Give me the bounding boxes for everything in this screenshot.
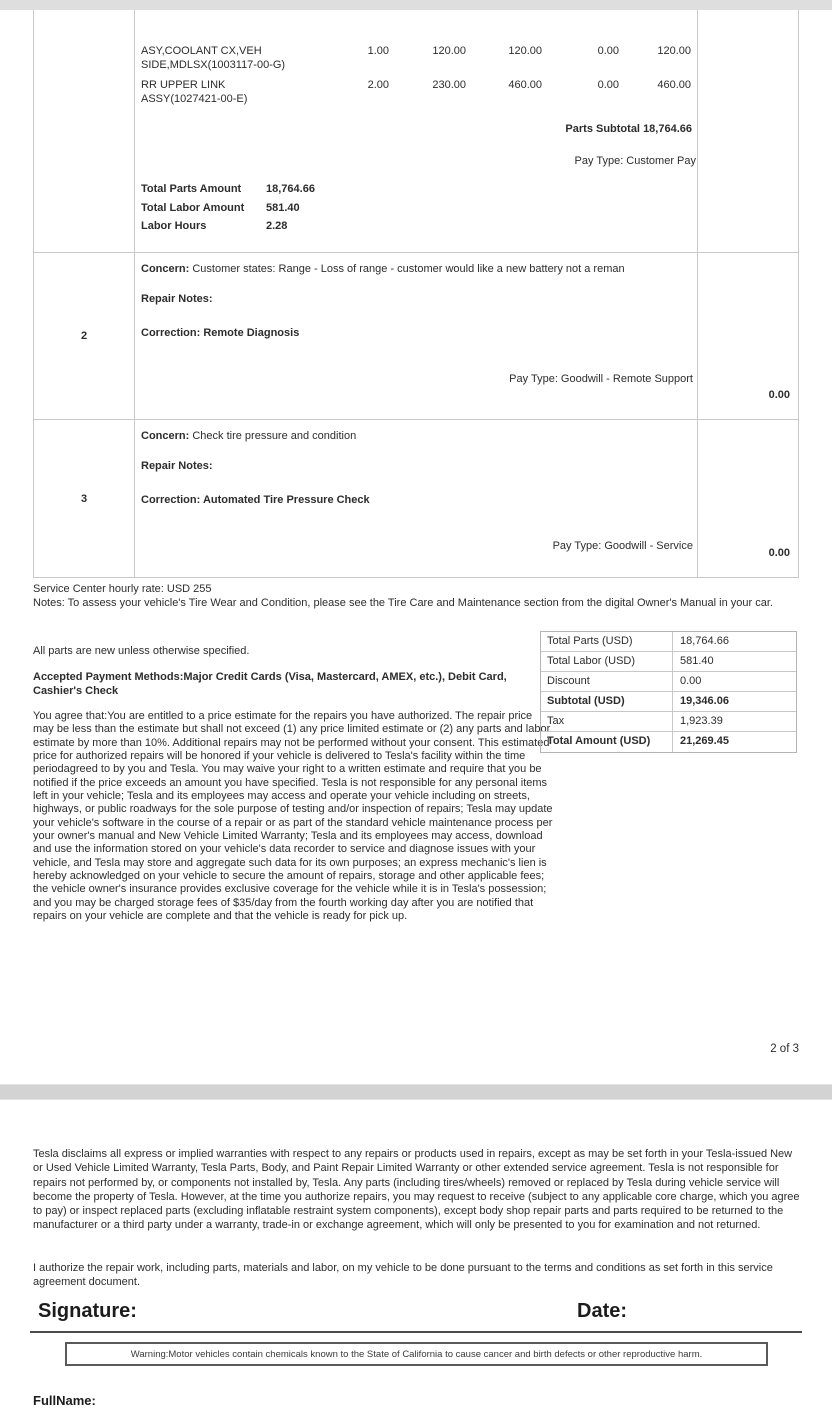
- concern-row-number: 3: [33, 420, 135, 577]
- part-desc-line2: SIDE,MDLSX(1003117-00-G): [141, 59, 286, 71]
- summary-label: Total Labor Amount: [141, 201, 245, 214]
- summary-label: Total Parts Amount: [141, 183, 242, 195]
- totals-row-subtotal: [541, 692, 796, 712]
- correction-line: [141, 494, 689, 507]
- correction-label: Correction:: [141, 327, 201, 339]
- parts-row-number-cell: [33, 10, 135, 252]
- totals-value: 0.00: [680, 675, 702, 687]
- authorization-statement: I authorize the repair work, including parts, materials and labor, on my vehicle to be done pursuant to the terms and conditions as set forth in this service agreement document.: [33, 1262, 773, 1289]
- totals-row-labor: [541, 652, 796, 672]
- part-qty: 2.00: [367, 79, 389, 91]
- part-qty: 1.00: [367, 45, 389, 57]
- totals-value: 19,346.06: [680, 695, 729, 707]
- totals-row-discount: [541, 672, 796, 692]
- concern-line: [141, 263, 689, 276]
- parts-grid: [135, 10, 697, 106]
- part-extended: 120.00: [508, 45, 542, 57]
- totals-label: Total Labor (USD): [541, 652, 673, 671]
- hourly-rate-note: Service Center hourly rate: USD 255: [33, 583, 212, 595]
- totals-label: Total Amount (USD): [541, 732, 673, 752]
- totals-value: 18,764.66: [680, 635, 729, 647]
- totals-label: Discount: [541, 672, 673, 691]
- part-desc-line1: RR UPPER LINK: [141, 79, 226, 91]
- row-amount: 0.00: [768, 547, 790, 559]
- agreement-terms: You agree that:You are entitled to a price estimate for the repairs you have authorized. The repair price may be less than the estimate but shall not exceed (1) any price limited estimate or (2) any parts and labor estimate by more than 10%. Additional repairs may not be performed without your consent. This estimated price for authorized repairs will be honored if your vehicle is delivered to Tesla's facility within the time periodagreed to by you and Tesla. You may waive your right to a written estimate and require that you be notified if the price exceeds an amount you have specified. Tesla is not responsible for any personal items left in your vehicle; Tesla and its employees may access and operate your vehicle including on streets, highways, or public roadways for the sole purpose of testing and/or inspection of repairs; Tesla may update your vehicle's software in the course of a repair or as part of the standard vehicle maintenance process per your owner's manual and New Vehicle Limited Warranty; Tesla and its employees may access, download and use the information stored on your vehicle's data recorder to service and diagnose issues with your vehicle, and Tesla may store and aggregate such data for its own purposes; an express mechanic's lien is hereby acknowledged on your vehicle to secure the amount of repairs, storage and other applicable fees; the vehicle owner's insurance provides exclusive coverage for the vehicle while it is in Tesla's possession; and you may be charged storage fees of $35/day from the fourth working day after you are notified that repairs on your vehicle are complete and that the vehicle is ready for pick up.: [33, 710, 553, 923]
- summary-value: 2.28: [266, 220, 288, 232]
- part-total: 460.00: [657, 79, 691, 91]
- summary-label: Labor Hours: [141, 220, 207, 232]
- correction-text: Automated Tire Pressure Check: [202, 494, 370, 506]
- part-unit-price: 230.00: [432, 79, 466, 91]
- page-gap-top: [0, 0, 832, 10]
- parts-subtotal-value: 18,764.66: [643, 123, 692, 135]
- concern-label: Concern:: [141, 430, 190, 442]
- concern-row-2: [33, 253, 799, 420]
- concern-text: Check tire pressure and condition: [192, 430, 357, 442]
- concern-row-3: [33, 420, 799, 578]
- total-labor-amount: [141, 199, 315, 218]
- part-total: 120.00: [657, 45, 691, 57]
- concern-row-amount-cell: [697, 253, 799, 419]
- summary-value: 581.40: [266, 201, 300, 214]
- service-lines-table: [33, 10, 799, 578]
- signature-row: [38, 1300, 800, 1323]
- concern-line: [141, 430, 689, 443]
- page-gap-separator: [0, 1084, 832, 1100]
- repair-notes-label: Repair Notes:: [141, 293, 213, 305]
- parts-subtotal: [565, 123, 692, 135]
- fullname-label: FullName:: [33, 1393, 96, 1408]
- part-description: [141, 44, 334, 72]
- warranty-disclaimer: Tesla disclaims all express or implied warranties with respect to any repairs or products used in repairs, except as may be set forth in your Tesla-issued New or Used Vehicle Limited Warranty, Tesla Parts, Body, and Paint Repair Limited Warranty or other extended service agreement. Tesla is not responsible for repairs not performed by, or components not installed by, Tesla. Any parts (including tires/wheels) removed or replaced by Tesla during vehicle service will become the property of Tesla. However, at the time you authorize repairs, you may request to receive (subject to any applicable core charge, which you agree to pay) or inspect replaced parts (excluding inflatable restraint system components), except body shop repair parts and parts required to be returned to the manufacturer or a third party under a warranty, trade-in or exchange agreement, which will only be presented to you for examination and not returned.: [33, 1148, 800, 1232]
- part-extended: 460.00: [508, 79, 542, 91]
- part-desc-line1: ASY,COOLANT CX,VEH: [141, 45, 262, 57]
- labor-hours: [141, 217, 315, 236]
- totals-value: 1,923.39: [680, 715, 723, 727]
- concern-row-body: [135, 420, 697, 577]
- total-parts-amount: [141, 180, 315, 199]
- part-description: [141, 78, 334, 106]
- summary-value: 18,764.66: [266, 183, 315, 195]
- concern-row-body: [135, 253, 697, 419]
- pay-type: Pay Type: Goodwill - Service: [552, 540, 693, 552]
- totals-row-tax: [541, 712, 796, 732]
- totals-value: 581.40: [680, 655, 714, 667]
- row-amount: 0.00: [768, 389, 790, 401]
- totals-row-parts: [541, 632, 796, 652]
- concern-label: Concern:: [141, 263, 190, 275]
- parts-section-row: [33, 10, 799, 253]
- totals-value: 21,269.45: [680, 735, 729, 747]
- concern-row-number: 2: [33, 253, 135, 419]
- concern-text: Customer states: Range - Loss of range - customer would like a new battery not a reman: [192, 263, 625, 275]
- parts-subtotal-label: Parts Subtotal: [565, 123, 640, 135]
- signature-line[interactable]: [30, 1331, 802, 1333]
- repair-notes-label: Repair Notes:: [141, 460, 213, 472]
- totals-label: Tax: [541, 712, 673, 731]
- parts-row-body: [135, 10, 697, 252]
- amount-summary: [141, 180, 315, 236]
- correction-text: Remote Diagnosis: [203, 327, 300, 339]
- totals-table: [540, 631, 797, 753]
- page-indicator: 2 of 3: [770, 1043, 799, 1055]
- totals-label: Subtotal (USD): [541, 692, 673, 711]
- correction-line: [141, 327, 689, 340]
- correction-label: Correction:: [141, 494, 201, 506]
- part-discount: 0.00: [597, 79, 619, 91]
- tire-note: Notes: To assess your vehicle's Tire Wear and Condition, please see the Tire Care and Maintenance section from the digital Owner's Manual in your car.: [33, 596, 773, 609]
- date-label: Date:: [577, 1300, 628, 1322]
- california-warning-box: [65, 1342, 768, 1366]
- totals-label: Total Parts (USD): [541, 632, 673, 651]
- concern-row-amount-cell: [697, 420, 799, 577]
- part-desc-line2: ASSY(1027421-00-E): [141, 93, 248, 105]
- payment-methods-note: Accepted Payment Methods:Major Credit Cards (Visa, Mastercard, AMEX, etc.), Debit Card, Cashier's Check: [33, 671, 507, 697]
- parts-row-amount-cell: [697, 10, 799, 252]
- pay-type: Pay Type: Goodwill - Remote Support: [509, 373, 693, 385]
- totals-row-total: [541, 732, 796, 752]
- all-parts-note: All parts are new unless otherwise specified.: [33, 645, 250, 657]
- service-notes: [33, 583, 799, 610]
- california-warning-text: Warning:Motor vehicles contain chemicals known to the State of California to cause cancer and birth defects or other reproductive harm.: [130, 1348, 703, 1360]
- signature-label: Signature:: [38, 1300, 137, 1322]
- pay-type-customer: Pay Type: Customer Pay: [574, 155, 696, 167]
- part-discount: 0.00: [597, 45, 619, 57]
- part-unit-price: 120.00: [432, 45, 466, 57]
